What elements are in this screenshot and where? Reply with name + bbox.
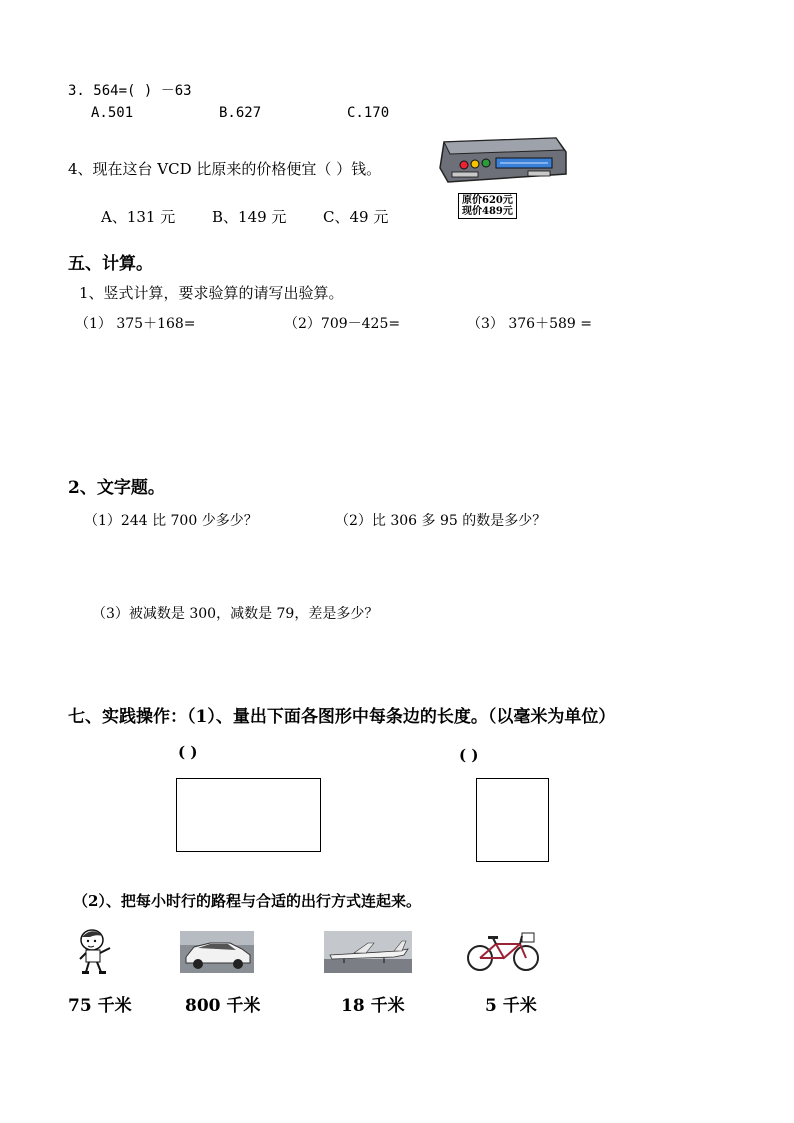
word-problem-1: （1）244 比 700 少多少？ [84, 513, 258, 529]
airplane-icon [324, 931, 412, 973]
distance-5: 5 千米 [485, 996, 537, 1016]
distance-75: 75 千米 [68, 996, 132, 1016]
section7-title: 七、实践操作：（1）、量出下面各图形中每条边的长度。（以毫米为单位） [68, 707, 616, 727]
q4-stem: 4、现在这台 VCD 比原来的价格便宜（ ）钱。 [68, 160, 382, 178]
q3-stem: 3. 564=( ) －63 [68, 83, 192, 99]
square-answer-blank: ( ) [459, 746, 479, 764]
section5-sub2-title: 2、文字题。 [68, 478, 165, 498]
q3-option-a: A.501 [91, 105, 134, 121]
calc-item-3: （3） 376＋589 = [467, 316, 592, 332]
section5-sub1-title: 1、竖式计算，要求验算的请写出验算。 [79, 284, 344, 302]
q4-option-b: B、149 元 [212, 208, 287, 226]
square-shape [476, 778, 549, 862]
section5-title: 五、计算。 [68, 254, 153, 274]
walking-kid-icon [74, 928, 122, 976]
q3-option-b: B.627 [219, 105, 262, 121]
distance-18: 18 千米 [341, 996, 405, 1016]
calc-item-2: （2）709－425= [284, 316, 401, 332]
vcd-player-icon [438, 134, 568, 186]
calc-item-1: （1） 375＋168= [75, 316, 196, 332]
car-icon [180, 931, 254, 973]
distance-800: 800 千米 [185, 996, 261, 1016]
q4-option-a: A、131 元 [101, 208, 176, 226]
q4-option-c: C、49 元 [323, 208, 389, 226]
rectangle-shape [176, 778, 321, 852]
price-tag [458, 193, 517, 219]
word-problem-2: （2）比 306 多 95 的数是多少？ [335, 513, 547, 529]
rect-answer-blank: ( ) [178, 743, 198, 761]
section7-part2-title: （2）、把每小时行的路程与合适的出行方式连起来。 [73, 892, 421, 910]
bicycle-icon [466, 930, 542, 972]
q3-option-c: C.170 [347, 105, 390, 121]
price-original: 原价620元 [462, 195, 513, 206]
word-problem-3: （3）被减数是 300，减数是 79，差是多少？ [92, 606, 379, 622]
price-current: 现价489元 [462, 206, 513, 217]
